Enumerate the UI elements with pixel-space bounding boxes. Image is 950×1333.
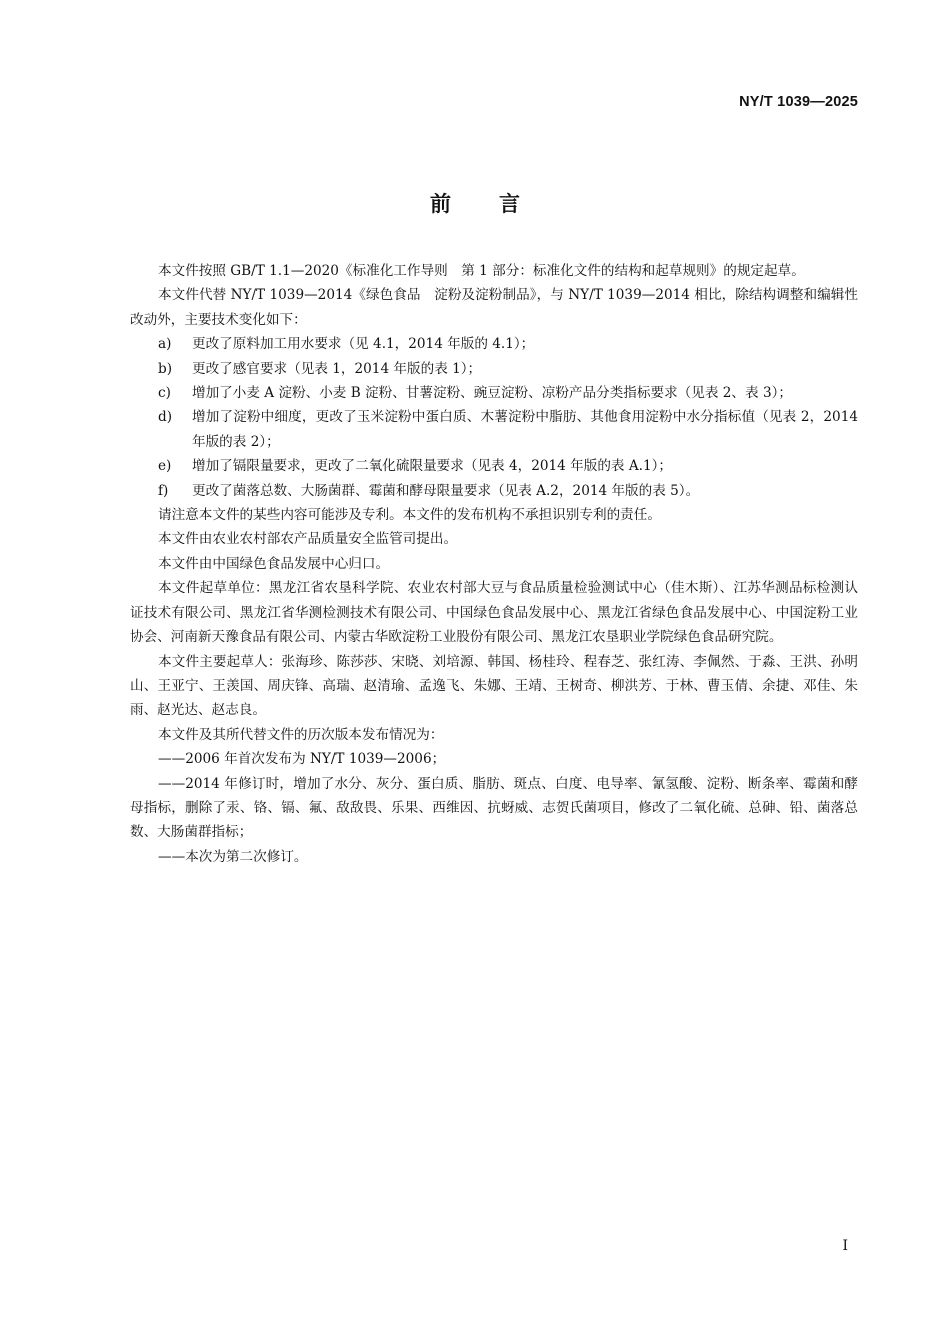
history-item: ——2006 年首次发布为 NY/T 1039—2006； xyxy=(158,751,446,768)
list-item xyxy=(130,332,858,356)
list-text: 增加了镉限量要求，更改了二氧化硫限量要求（见表 4，2014 年版的表 A.1）； xyxy=(192,458,673,475)
list-marker: d) xyxy=(158,409,173,426)
paragraph-proposer: 本文件由农业农村部农产品质量安全监管司提出。 xyxy=(158,531,458,548)
list-item xyxy=(130,479,858,503)
page-number: I xyxy=(842,1238,848,1254)
list-text: 增加了淀粉中细度，更改了玉米淀粉中蛋白质、木薯淀粉中脂肪、其他食用淀粉中水分指标值（见表 2，2014 年版的表 2）； xyxy=(192,409,858,450)
list-marker: f) xyxy=(158,482,169,499)
list-marker: b) xyxy=(158,360,173,377)
list-item xyxy=(130,454,858,478)
foreword-body xyxy=(130,259,858,869)
paragraph-drafters: 本文件主要起草人：张海珍、陈莎莎、宋晓、刘培源、韩国、杨桂玲、程春芝、张红涛、李佩然、于淼、王洪、孙明山、王亚宁、王羡国、周庆锋、高瑞、赵清瑜、孟逸飞、朱娜、王靖、王树奇、柳洪芳、于林、曹玉倩、余捷、邓佳、朱雨、赵光达、赵志良。 xyxy=(130,653,858,719)
list-item xyxy=(130,357,858,381)
list-marker: c) xyxy=(158,385,171,402)
history-item: ——本次为第二次修订。 xyxy=(158,848,308,865)
list-item xyxy=(130,405,858,454)
page-title: 前言 xyxy=(430,192,568,216)
list-text: 更改了原料加工用水要求（见 4.1，2014 年版的 4.1）； xyxy=(192,336,535,353)
list-item xyxy=(130,381,858,405)
list-text: 更改了感官要求（见表 1，2014 年版的表 1）； xyxy=(192,360,482,377)
paragraph-patent-notice: 请注意本文件的某些内容可能涉及专利。本文件的发布机构不承担识别专利的责任。 xyxy=(158,507,661,524)
list-text: 增加了小麦 A 淀粉、小麦 B 淀粉、甘薯淀粉、豌豆淀粉、凉粉产品分类指标要求（见表 2、表 3）； xyxy=(192,385,792,402)
paragraph-replacement: 本文件代替 NY/T 1039—2014《绿色食品 淀粉及淀粉制品》，与 NY/T 1039—2014 相比，除结构调整和编辑性改动外，主要技术变化如下： xyxy=(130,287,858,328)
history-item: ——2014 年修订时，增加了水分、灰分、蛋白质、脂肪、斑点、白度、电导率、氰氢酸、淀粉、断条率、霉菌和酵母指标，删除了汞、铬、镉、氟、敌敌畏、乐果、西维因、抗蚜威、志贺氏菌项目，修改了二氧化硫、总砷、铅、菌落总数、大肠菌群指标； xyxy=(130,775,858,841)
list-marker: e) xyxy=(158,458,172,475)
paragraph-administrator: 本文件由中国绿色食品发展中心归口。 xyxy=(158,555,390,572)
standard-code: NY/T 1039—2025 xyxy=(739,94,858,110)
paragraph-drafting-units: 本文件起草单位：黑龙江省农垦科学院、农业农村部大豆与食品质量检验测试中心（佳木斯）、江苏华测品标检测认证技术有限公司、黑龙江省华测检测技术有限公司、中国绿色食品发展中心、黑龙江省绿色食品发展中心、中国淀粉工业协会、河南新天豫食品有限公司、内蒙古华欧淀粉工业股份有限公司、黑龙江农垦职业学院绿色食品研究院。 xyxy=(130,580,858,646)
paragraph-version-history: 本文件及其所代替文件的历次版本发布情况为： xyxy=(158,726,444,743)
paragraph-drafting-rules: 本文件按照 GB/T 1.1—2020《标准化工作导则 第 1 部分：标准化文件的结构和起草规则》的规定起草。 xyxy=(158,263,805,279)
list-marker: a) xyxy=(158,336,172,353)
list-text: 更改了菌落总数、大肠菌群、霉菌和酵母限量要求（见表 A.2，2014 年版的表 5）。 xyxy=(192,482,700,499)
